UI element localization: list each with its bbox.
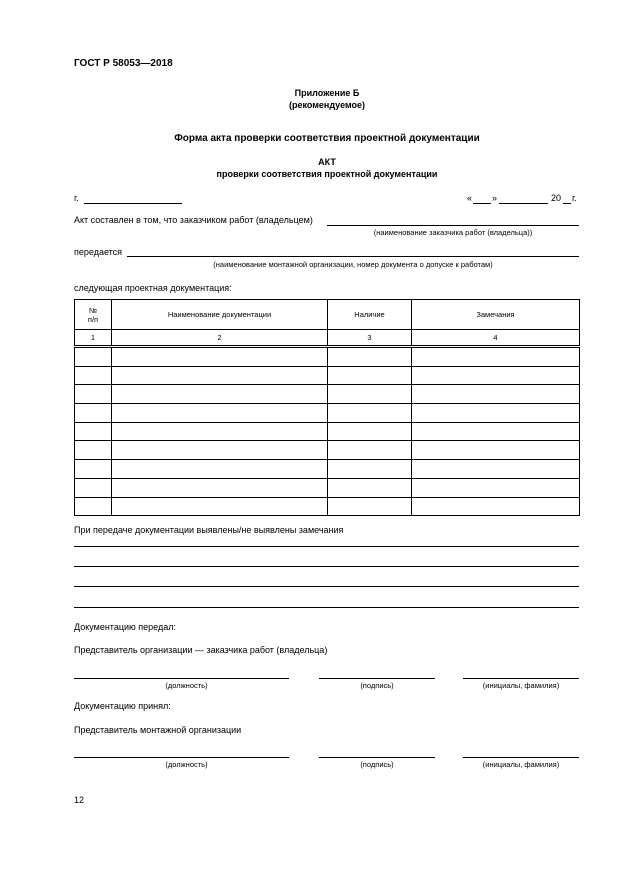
table-row[interactable]: [75, 422, 580, 441]
col-number-2: 2: [112, 330, 328, 347]
installer-name-line[interactable]: [463, 757, 579, 758]
appendix-subtitle: (рекомендуемое): [289, 100, 365, 110]
installer-position-line[interactable]: [74, 757, 289, 758]
date-year-prefix: 20: [551, 193, 562, 203]
appendix-title: Приложение Б: [294, 88, 360, 98]
header-number-line1: №: [88, 305, 98, 315]
date-year-line[interactable]: [563, 203, 571, 204]
date-year-suffix: г.: [572, 193, 577, 203]
city-prefix: г.: [74, 193, 79, 203]
installer-caption: (наименование монтажной организации, номер документа о допуске к работам): [213, 260, 493, 269]
date-open-quote: «: [467, 193, 473, 203]
signature-caption: (подпись): [360, 760, 394, 769]
remarks-line[interactable]: [74, 546, 579, 547]
header-number-line2: п/п: [87, 314, 99, 324]
act-subtitle: проверки соответствия проектной документации: [216, 169, 438, 179]
installer-signature-line[interactable]: [319, 757, 435, 758]
date-day-line[interactable]: [473, 203, 491, 204]
customer-signature-line[interactable]: [319, 678, 435, 679]
col-number-4: 4: [412, 330, 580, 347]
header-number: [75, 300, 112, 330]
col-number-1: 1: [75, 330, 112, 347]
standard-number: ГОСТ Р 58053—2018: [74, 58, 173, 69]
date-close-quote: »: [492, 193, 498, 203]
table-row[interactable]: [75, 478, 580, 497]
form-title: Форма акта проверки соответствия проектной документации: [174, 133, 480, 144]
documents-table: [74, 299, 580, 516]
header-availability: Наличие: [328, 300, 412, 330]
header-remarks: Замечания: [412, 300, 580, 330]
accepted-text: Документацию принял:: [74, 701, 171, 711]
table-row[interactable]: [75, 347, 580, 367]
act-title: АКТ: [318, 157, 336, 167]
table-header-row: [75, 300, 580, 330]
installer-rep-text: Представитель монтажной организации: [74, 725, 242, 735]
name-caption: (инициалы, фамилия): [482, 760, 560, 769]
city-field-line[interactable]: [84, 203, 182, 204]
page-number: 12: [74, 795, 85, 805]
date-month-line[interactable]: [499, 203, 548, 204]
remarks-line[interactable]: [74, 566, 579, 567]
following-docs-text: следующая проектная документация:: [74, 283, 232, 293]
table-row[interactable]: [75, 497, 580, 516]
customer-name-line[interactable]: [463, 678, 579, 679]
remarks-line[interactable]: [74, 607, 579, 608]
table-row[interactable]: [75, 385, 580, 404]
col-number-3: 3: [328, 330, 412, 347]
table-row[interactable]: [75, 460, 580, 479]
customer-rep-text: Представитель организации — заказчика работ (владельца): [74, 645, 328, 655]
remarks-line[interactable]: [74, 586, 579, 587]
table-column-numbers-row: [75, 330, 580, 347]
position-caption: (должность): [165, 760, 208, 769]
customer-caption: (наименование заказчика работ (владельца)): [373, 228, 533, 237]
signature-caption: (подпись): [360, 681, 394, 690]
customer-position-line[interactable]: [74, 678, 289, 679]
header-doc-name: Наименование документации: [112, 300, 328, 330]
customer-field-line[interactable]: [327, 225, 579, 226]
table-row[interactable]: [75, 366, 580, 385]
table-row[interactable]: [75, 404, 580, 423]
installer-field-line[interactable]: [127, 256, 579, 257]
name-caption: (инициалы, фамилия): [482, 681, 560, 690]
transferred-text: передается: [74, 247, 123, 257]
compiled-text: Акт составлен в том, что заказчиком работ (владельцем): [74, 215, 313, 225]
remarks-text: При передаче документации выявлены/не выявлены замечания: [74, 525, 344, 535]
position-caption: (должность): [165, 681, 208, 690]
table-row[interactable]: [75, 441, 580, 460]
handed-over-text: Документацию передал:: [74, 622, 176, 632]
